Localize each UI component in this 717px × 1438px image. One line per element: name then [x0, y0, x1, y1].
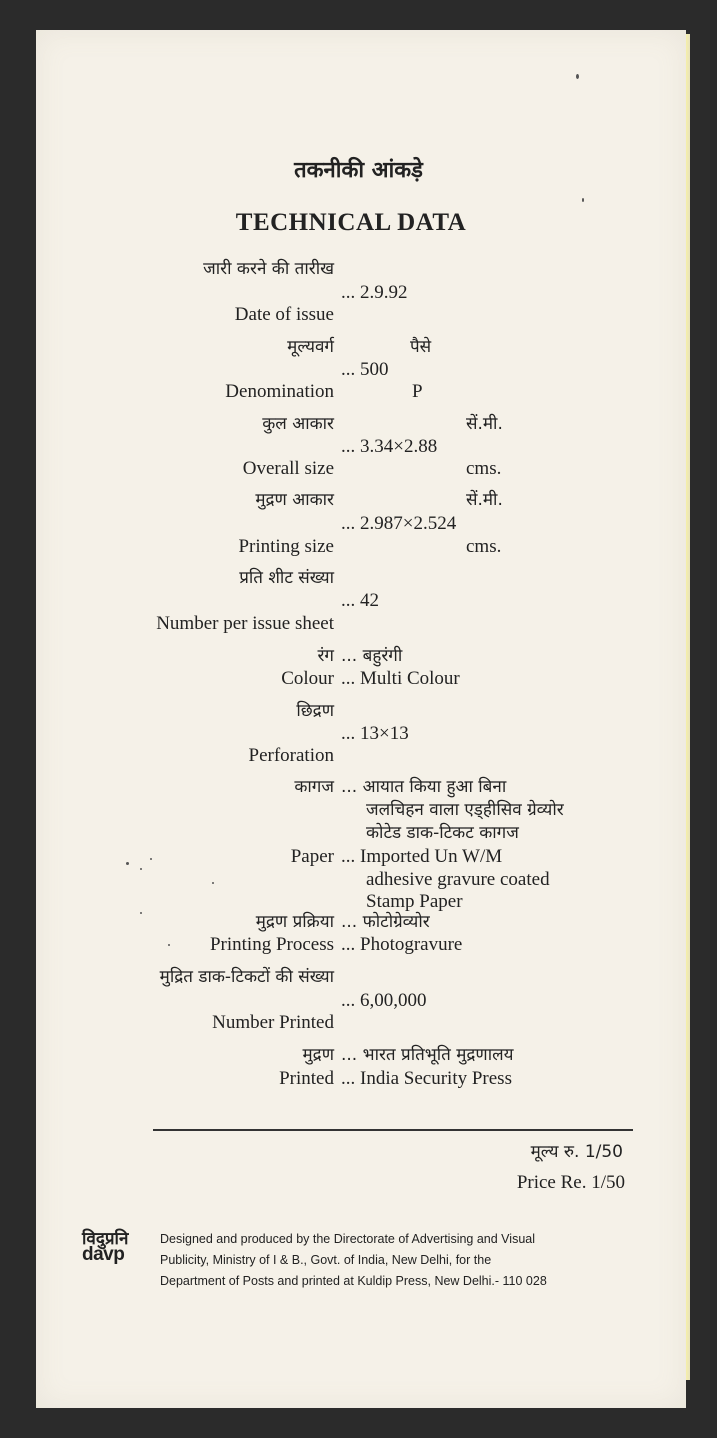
age-speck [150, 858, 152, 860]
paper-label-hindi: कागज [294, 777, 334, 797]
paper-value-hindi-line3: कोटेड डाक-टिकट कागज [366, 823, 519, 843]
date-value: ... 2.9.92 [341, 282, 408, 303]
printing-size-value: ... 2.987×2.524 [341, 513, 457, 534]
age-speck [140, 912, 142, 914]
printing-size-label-hindi: मुद्रण आकार [255, 490, 334, 510]
colour-label: Colour [281, 668, 334, 689]
age-speck [126, 862, 129, 865]
title-hindi: तकनीकी आंकड़े [294, 158, 423, 183]
credits [160, 1229, 547, 1292]
title-english: TECHNICAL DATA [235, 209, 467, 236]
davp-logo [82, 1226, 148, 1272]
age-speck [212, 882, 214, 884]
colour-value-hindi: ... बहुरंगी [341, 646, 403, 666]
process-label-hindi: मुद्रण प्रक्रिया [255, 912, 334, 932]
colour-label-hindi: रंग [317, 646, 334, 666]
process-value-hindi: ... फोटोग्रेव्योर [341, 912, 430, 932]
paper-value-line1: ... Imported Un W/M [341, 846, 503, 867]
overall-size-label-hindi: कुल आकार [262, 414, 334, 434]
printing-size-label: Printing size [238, 536, 334, 557]
sheet-count-value: ... 42 [341, 590, 379, 611]
process-value: ... Photogravure [341, 934, 463, 955]
number-printed-label-hindi: मुद्रित डाक-टिकटों की संख्या [159, 967, 334, 987]
overall-size-label: Overall size [242, 458, 334, 479]
denomination-label: Denomination [225, 381, 334, 402]
printed-value-hindi: ... भारत प्रतिभूति मुद्रणालय [341, 1045, 514, 1065]
process-label: Printing Process [209, 934, 334, 955]
overall-size-value: ... 3.34×2.88 [341, 436, 438, 457]
perforation-label: Perforation [248, 745, 334, 766]
credits-line-3: Department of Posts and printed at Kuldip Press, New Delhi.- 110 028 [160, 1274, 547, 1288]
age-speck [140, 868, 142, 870]
date-label: Date of issue [234, 304, 334, 325]
printed-value: ... India Security Press [341, 1068, 512, 1089]
printed-label: Printed [279, 1068, 334, 1089]
davp-logo-english: davp [82, 1244, 125, 1265]
overall-size-unit: cms. [466, 458, 502, 479]
number-printed-value: ... 6,00,000 [341, 990, 427, 1011]
perforation-label-hindi: छिद्रण [296, 701, 334, 721]
number-printed-label: Number Printed [212, 1012, 334, 1033]
paper-value-line3: Stamp Paper [366, 891, 463, 912]
paper-value-hindi-line2: जलचिहन वाला एड्हीसिव ग्रेव्योर [366, 800, 564, 820]
price-hindi: मूल्य रु. 1/50 [530, 1142, 623, 1162]
sheet-count-label: Number per issue sheet [156, 613, 334, 634]
brochure-sheet [36, 30, 686, 1408]
colour-value: ... Multi Colour [341, 668, 460, 689]
price-english: Price Re. 1/50 [516, 1172, 625, 1193]
age-speck [168, 944, 170, 946]
printing-size-unit-hindi: सें.मी. [466, 490, 503, 510]
davp-logo-hindi: विदुप्रनि [82, 1229, 129, 1249]
credits-line-1: Designed and produced by the Directorate of Advertising and Visual [160, 1232, 536, 1246]
perforation-value: ... 13×13 [341, 723, 409, 744]
sheet-count-label-hindi: प्रति शीट संख्या [239, 568, 334, 588]
paper-value-hindi-line1: ... आयात किया हुआ बिना [341, 777, 507, 797]
printed-label-hindi: मुद्रण [302, 1045, 334, 1065]
divider-line [153, 1129, 633, 1131]
printing-size-unit: cms. [466, 536, 502, 557]
date-label-hindi: जारी करने की तारीख [203, 259, 334, 279]
credits-line-2: Publicity, Ministry of I & B., Govt. of India, New Delhi, for the [160, 1253, 492, 1267]
paper-value-line2: adhesive gravure coated [366, 869, 550, 890]
paper-label: Paper [290, 846, 334, 867]
denomination-value: ... 500 [341, 359, 389, 380]
denomination-unit: P [412, 381, 423, 402]
overall-size-unit-hindi: सें.मी. [466, 414, 503, 434]
age-speck [576, 74, 579, 79]
denomination-label-hindi: मूल्यवर्ग [287, 337, 334, 357]
denomination-unit-hindi: पैसे [410, 337, 432, 357]
age-speck [582, 198, 584, 202]
